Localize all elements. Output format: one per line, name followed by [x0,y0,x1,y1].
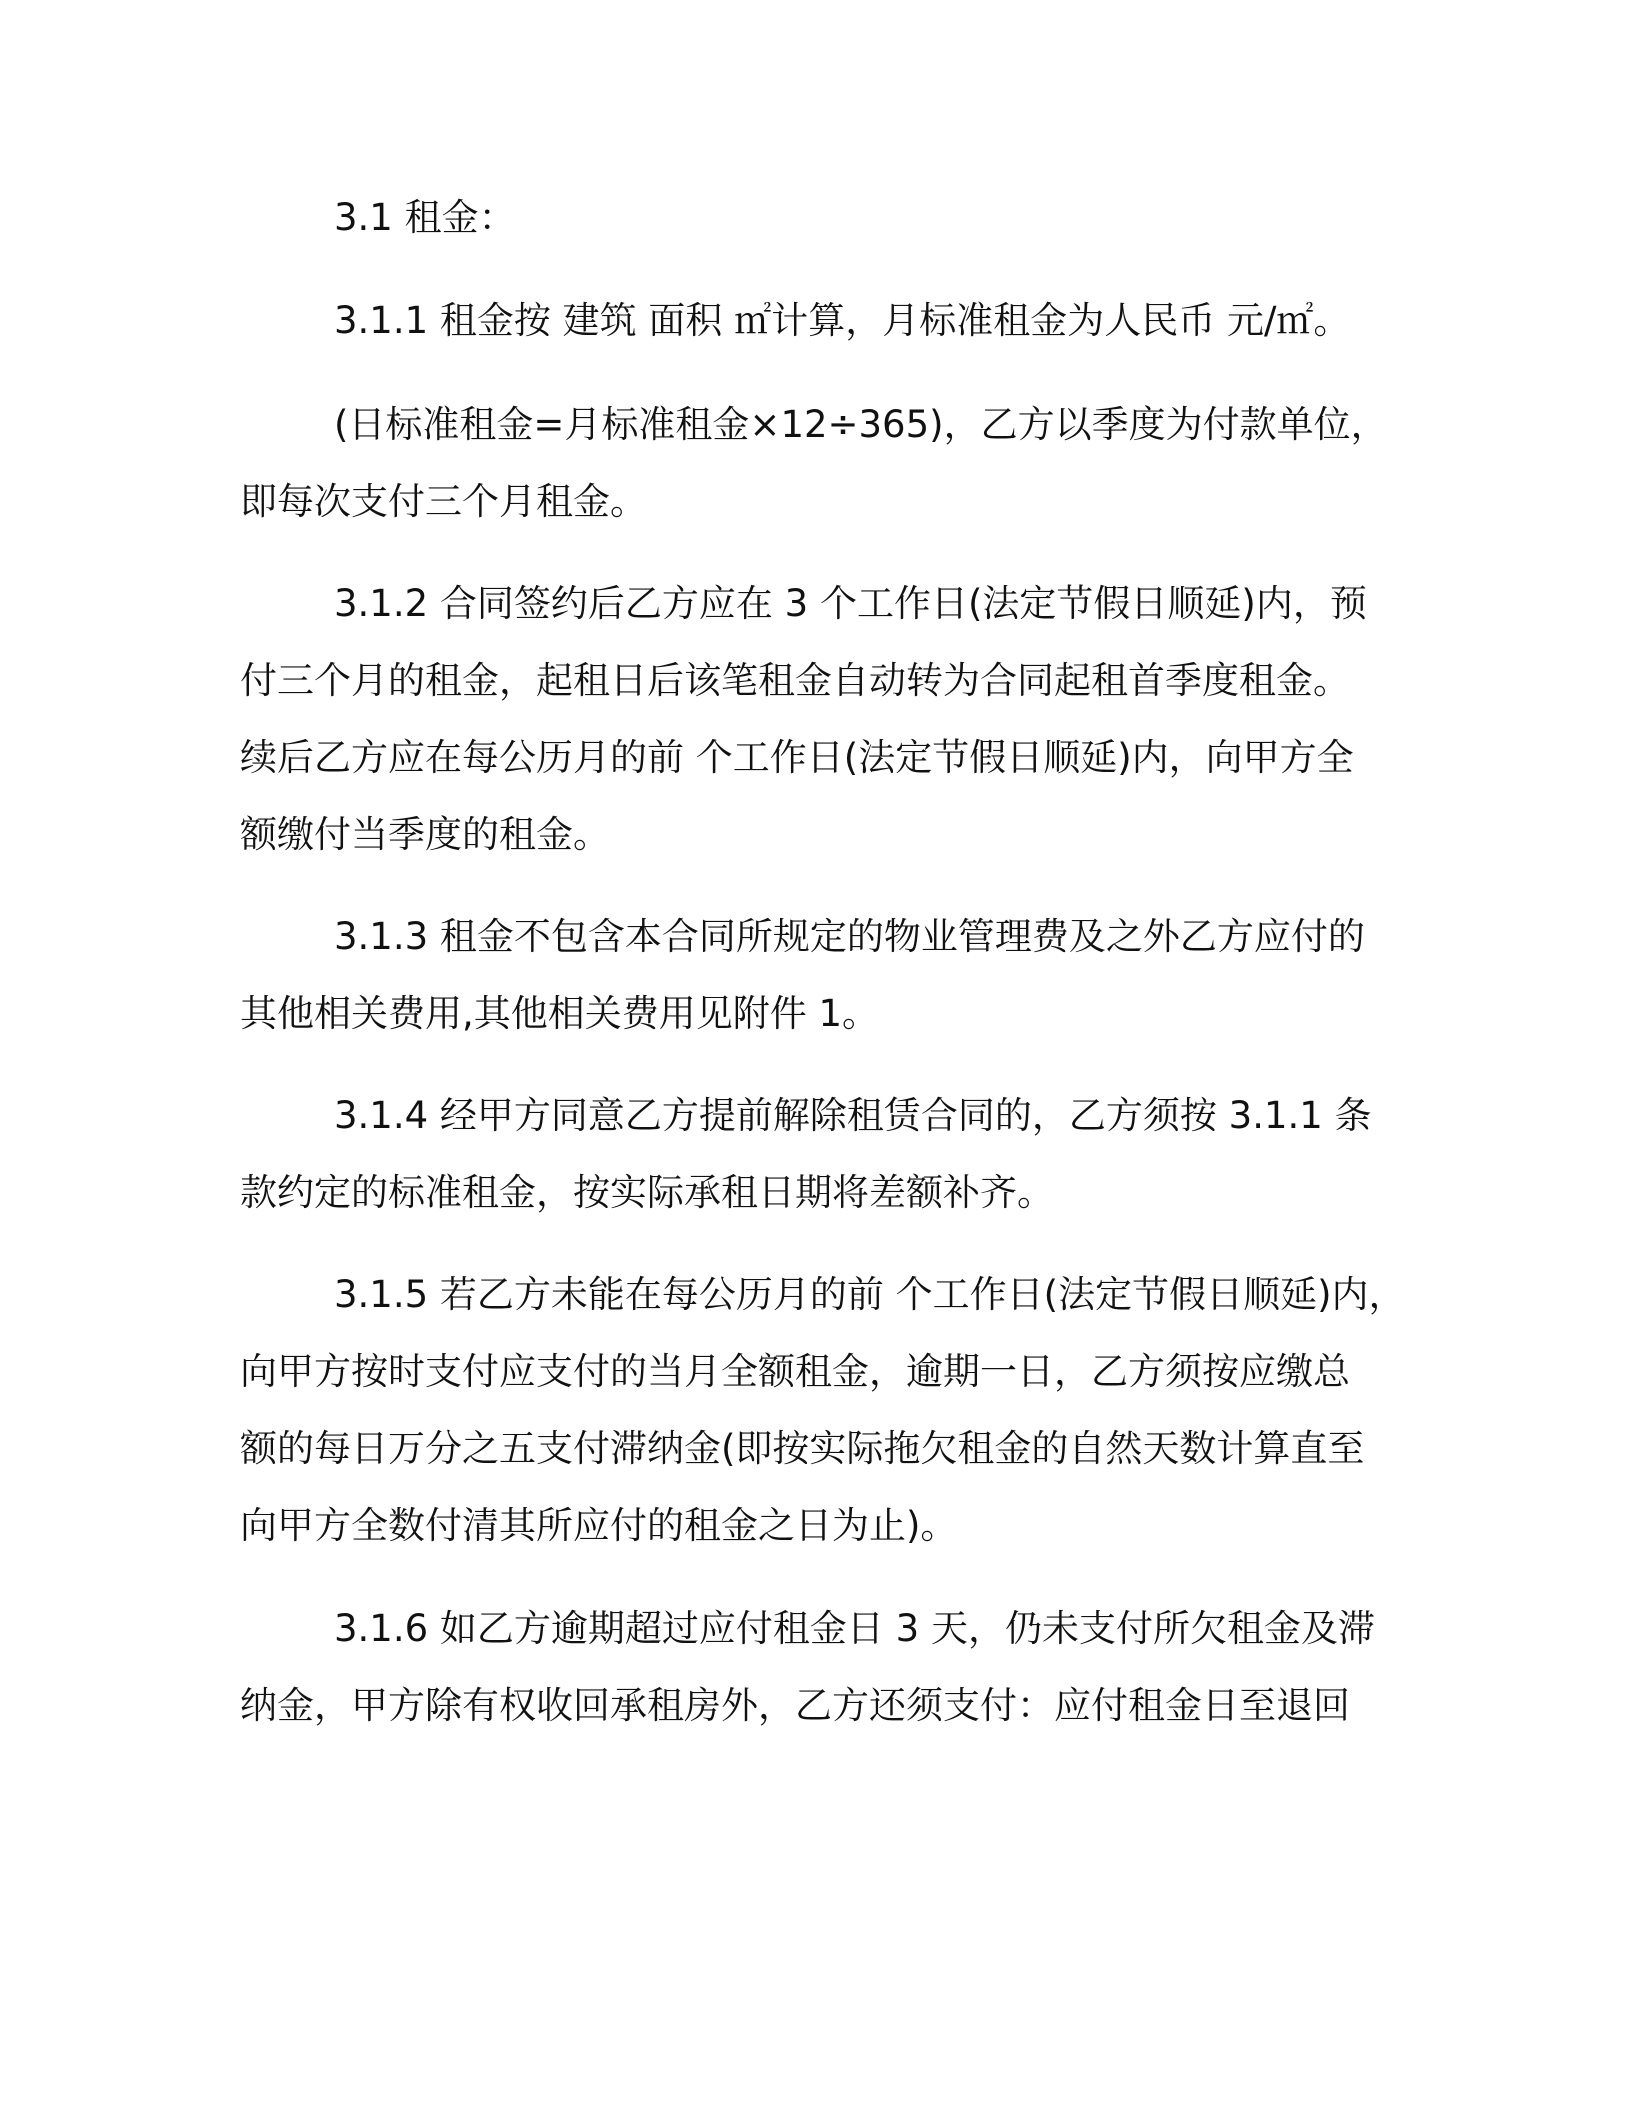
formula-line-1: (日标准租金=月标准租金×12÷365)，乙方以季度为付款单位， [334,403,1388,446]
section-heading: 3.1 租金： [334,196,516,239]
clause-3-1-3-line-2: 其他相关费用,其他相关费用见附件 1。 [240,992,880,1035]
clause-3-1-2-line-1: 3.1.2 合同签约后乙方应在 3 个工作日(法定节假日顺延)内，预 [334,582,1367,625]
clause-3-1-2-line-4: 额缴付当季度的租金。 [240,813,610,856]
formula-line-2: 即每次支付三个月租金。 [240,480,647,523]
clause-3-1-2-line-2: 付三个月的租金，起租日后该笔租金自动转为合同起租首季度租金。 [240,659,1350,702]
clause-3-1-6-line-1: 3.1.6 如乙方逾期超过应付租金日 3 天，仍未支付所欠租金及滞 [334,1607,1375,1650]
clause-3-1-3-line-1: 3.1.3 租金不包含本合同所规定的物业管理费及之外乙方应付的 [334,915,1365,958]
clause-3-1-2-line-3: 续后乙方应在每公历月的前 个工作日(法定节假日顺延)内，向甲方全 [240,736,1354,779]
clause-3-1-5-line-4: 向甲方全数付清其所应付的租金之日为止)。 [240,1504,958,1547]
clause-3-1-5-line-1: 3.1.5 若乙方未能在每公历月的前 个工作日(法定节假日顺延)内， [334,1273,1406,1316]
clause-3-1-6-line-2: 纳金，甲方除有权收回承租房外，乙方还须支付：应付租金日至退回 [240,1684,1350,1727]
clause-3-1-4-line-2: 款约定的标准租金，按实际承租日期将差额补齐。 [240,1171,1054,1214]
clause-3-1-4-line-1: 3.1.4 经甲方同意乙方提前解除租赁合同的，乙方须按 3.1.1 条 [334,1094,1372,1137]
clause-3-1-5-line-2: 向甲方按时支付应支付的当月全额租金，逾期一日，乙方须按应缴总 [240,1350,1350,1393]
clause-3-1-1-line-1: 3.1.1 租金按 建筑 面积 ㎡计算，月标准租金为人民币 元/㎡。 [334,299,1351,342]
clause-3-1-5-line-3: 额的每日万分之五支付滞纳金(即按实际拖欠租金的自然天数计算直至 [240,1427,1365,1470]
